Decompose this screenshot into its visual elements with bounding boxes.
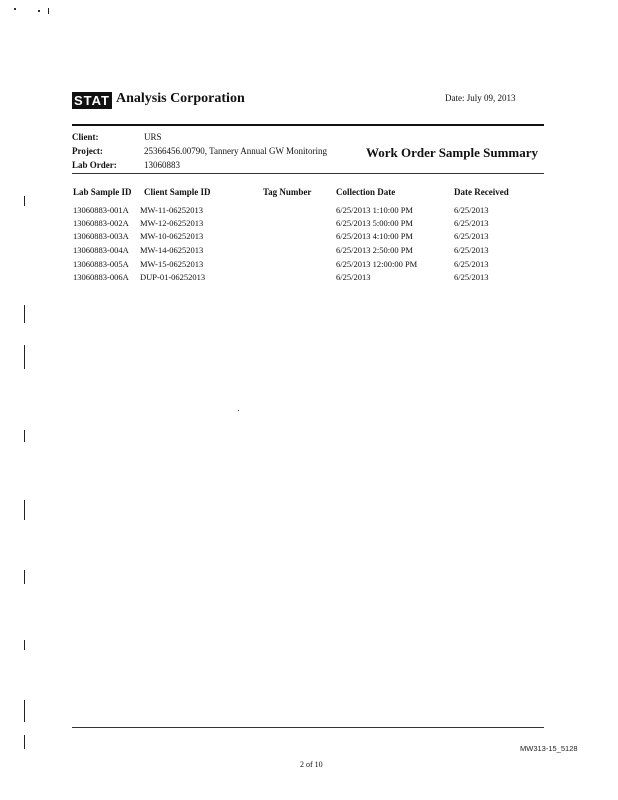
col-header-collection-date: Collection Date: [336, 187, 396, 197]
lab-order-label: Lab Order:: [72, 160, 117, 170]
collection-date: 6/25/2013 12:00:00 PM: [336, 259, 418, 269]
client-sample-id: DUP-01-06252013: [140, 272, 206, 282]
margin-mark: [24, 735, 25, 749]
header-divider: [72, 124, 544, 126]
table-row: [0, 245, 618, 258]
report-title: Work Order Sample Summary: [366, 145, 539, 160]
client-value: URS: [144, 132, 162, 142]
document-code: MW313-15_5128: [520, 744, 578, 753]
col-header-lab-sample-id: Lab Sample ID: [73, 187, 132, 197]
date-received: 6/25/2013: [454, 259, 489, 269]
margin-mark: [24, 345, 25, 369]
col-header-client-sample-id: Client Sample ID: [144, 187, 211, 197]
table-row: [0, 205, 618, 218]
lab-sample-id: 13060883-002A: [73, 218, 129, 228]
footer-divider: [72, 727, 544, 728]
lab-sample-id: 13060883-001A: [73, 205, 129, 215]
table-row: [0, 272, 618, 285]
scan-speck: [48, 8, 49, 14]
margin-mark: [24, 500, 25, 520]
date-received: 6/25/2013: [454, 218, 489, 228]
collection-date: 6/25/2013 1:10:00 PM: [336, 205, 413, 215]
col-header-date-received: Date Received: [454, 187, 509, 197]
client-label: Client:: [72, 132, 99, 142]
stat-logo: [72, 92, 112, 109]
lab-sample-id: 13060883-005A: [73, 259, 129, 269]
project-label: Project:: [72, 146, 103, 156]
date-received: 6/25/2013: [454, 272, 489, 282]
lab-sample-id: 13060883-003A: [73, 231, 129, 241]
lab-sample-id: 13060883-006A: [73, 272, 129, 282]
lab-order-value: 13060883: [144, 160, 180, 170]
client-sample-id: MW-15-06252013: [140, 259, 204, 269]
margin-mark: [24, 305, 25, 323]
collection-date: 6/25/2013: [336, 272, 371, 282]
client-sample-id: MW-12-06252013: [140, 218, 204, 228]
scan-speck: [14, 8, 16, 10]
col-header-tag-number: Tag Number: [263, 187, 312, 197]
date-received: 6/25/2013: [454, 245, 489, 255]
page-number: 2 of 10: [300, 760, 323, 769]
logo-text: STAT: [73, 93, 110, 108]
project-value: 25366456.00790, Tannery Annual GW Monitoring: [144, 146, 328, 156]
margin-mark: [24, 700, 25, 722]
company-name: Analysis Corporation: [116, 91, 245, 106]
client-sample-id: MW-10-06252013: [140, 231, 204, 241]
client-sample-id: MW-14-06252013: [140, 245, 204, 255]
margin-mark: [24, 430, 25, 442]
client-sample-id: MW-11-06252013: [140, 205, 203, 215]
margin-mark: [24, 640, 25, 650]
scan-speck: [238, 410, 239, 411]
collection-date: 6/25/2013 4:10:00 PM: [336, 231, 413, 241]
table-row: [0, 218, 618, 231]
date-received: 6/25/2013: [454, 205, 489, 215]
report-date: Date: July 09, 2013: [445, 93, 516, 103]
table-row: [0, 259, 618, 272]
table-row: [0, 231, 618, 244]
info-divider: [72, 173, 544, 174]
collection-date: 6/25/2013 5:00:00 PM: [336, 218, 413, 228]
margin-mark: [24, 570, 25, 584]
scan-speck: [38, 10, 40, 12]
date-received: 6/25/2013: [454, 231, 489, 241]
lab-sample-id: 13060883-004A: [73, 245, 129, 255]
collection-date: 6/25/2013 2:50:00 PM: [336, 245, 413, 255]
